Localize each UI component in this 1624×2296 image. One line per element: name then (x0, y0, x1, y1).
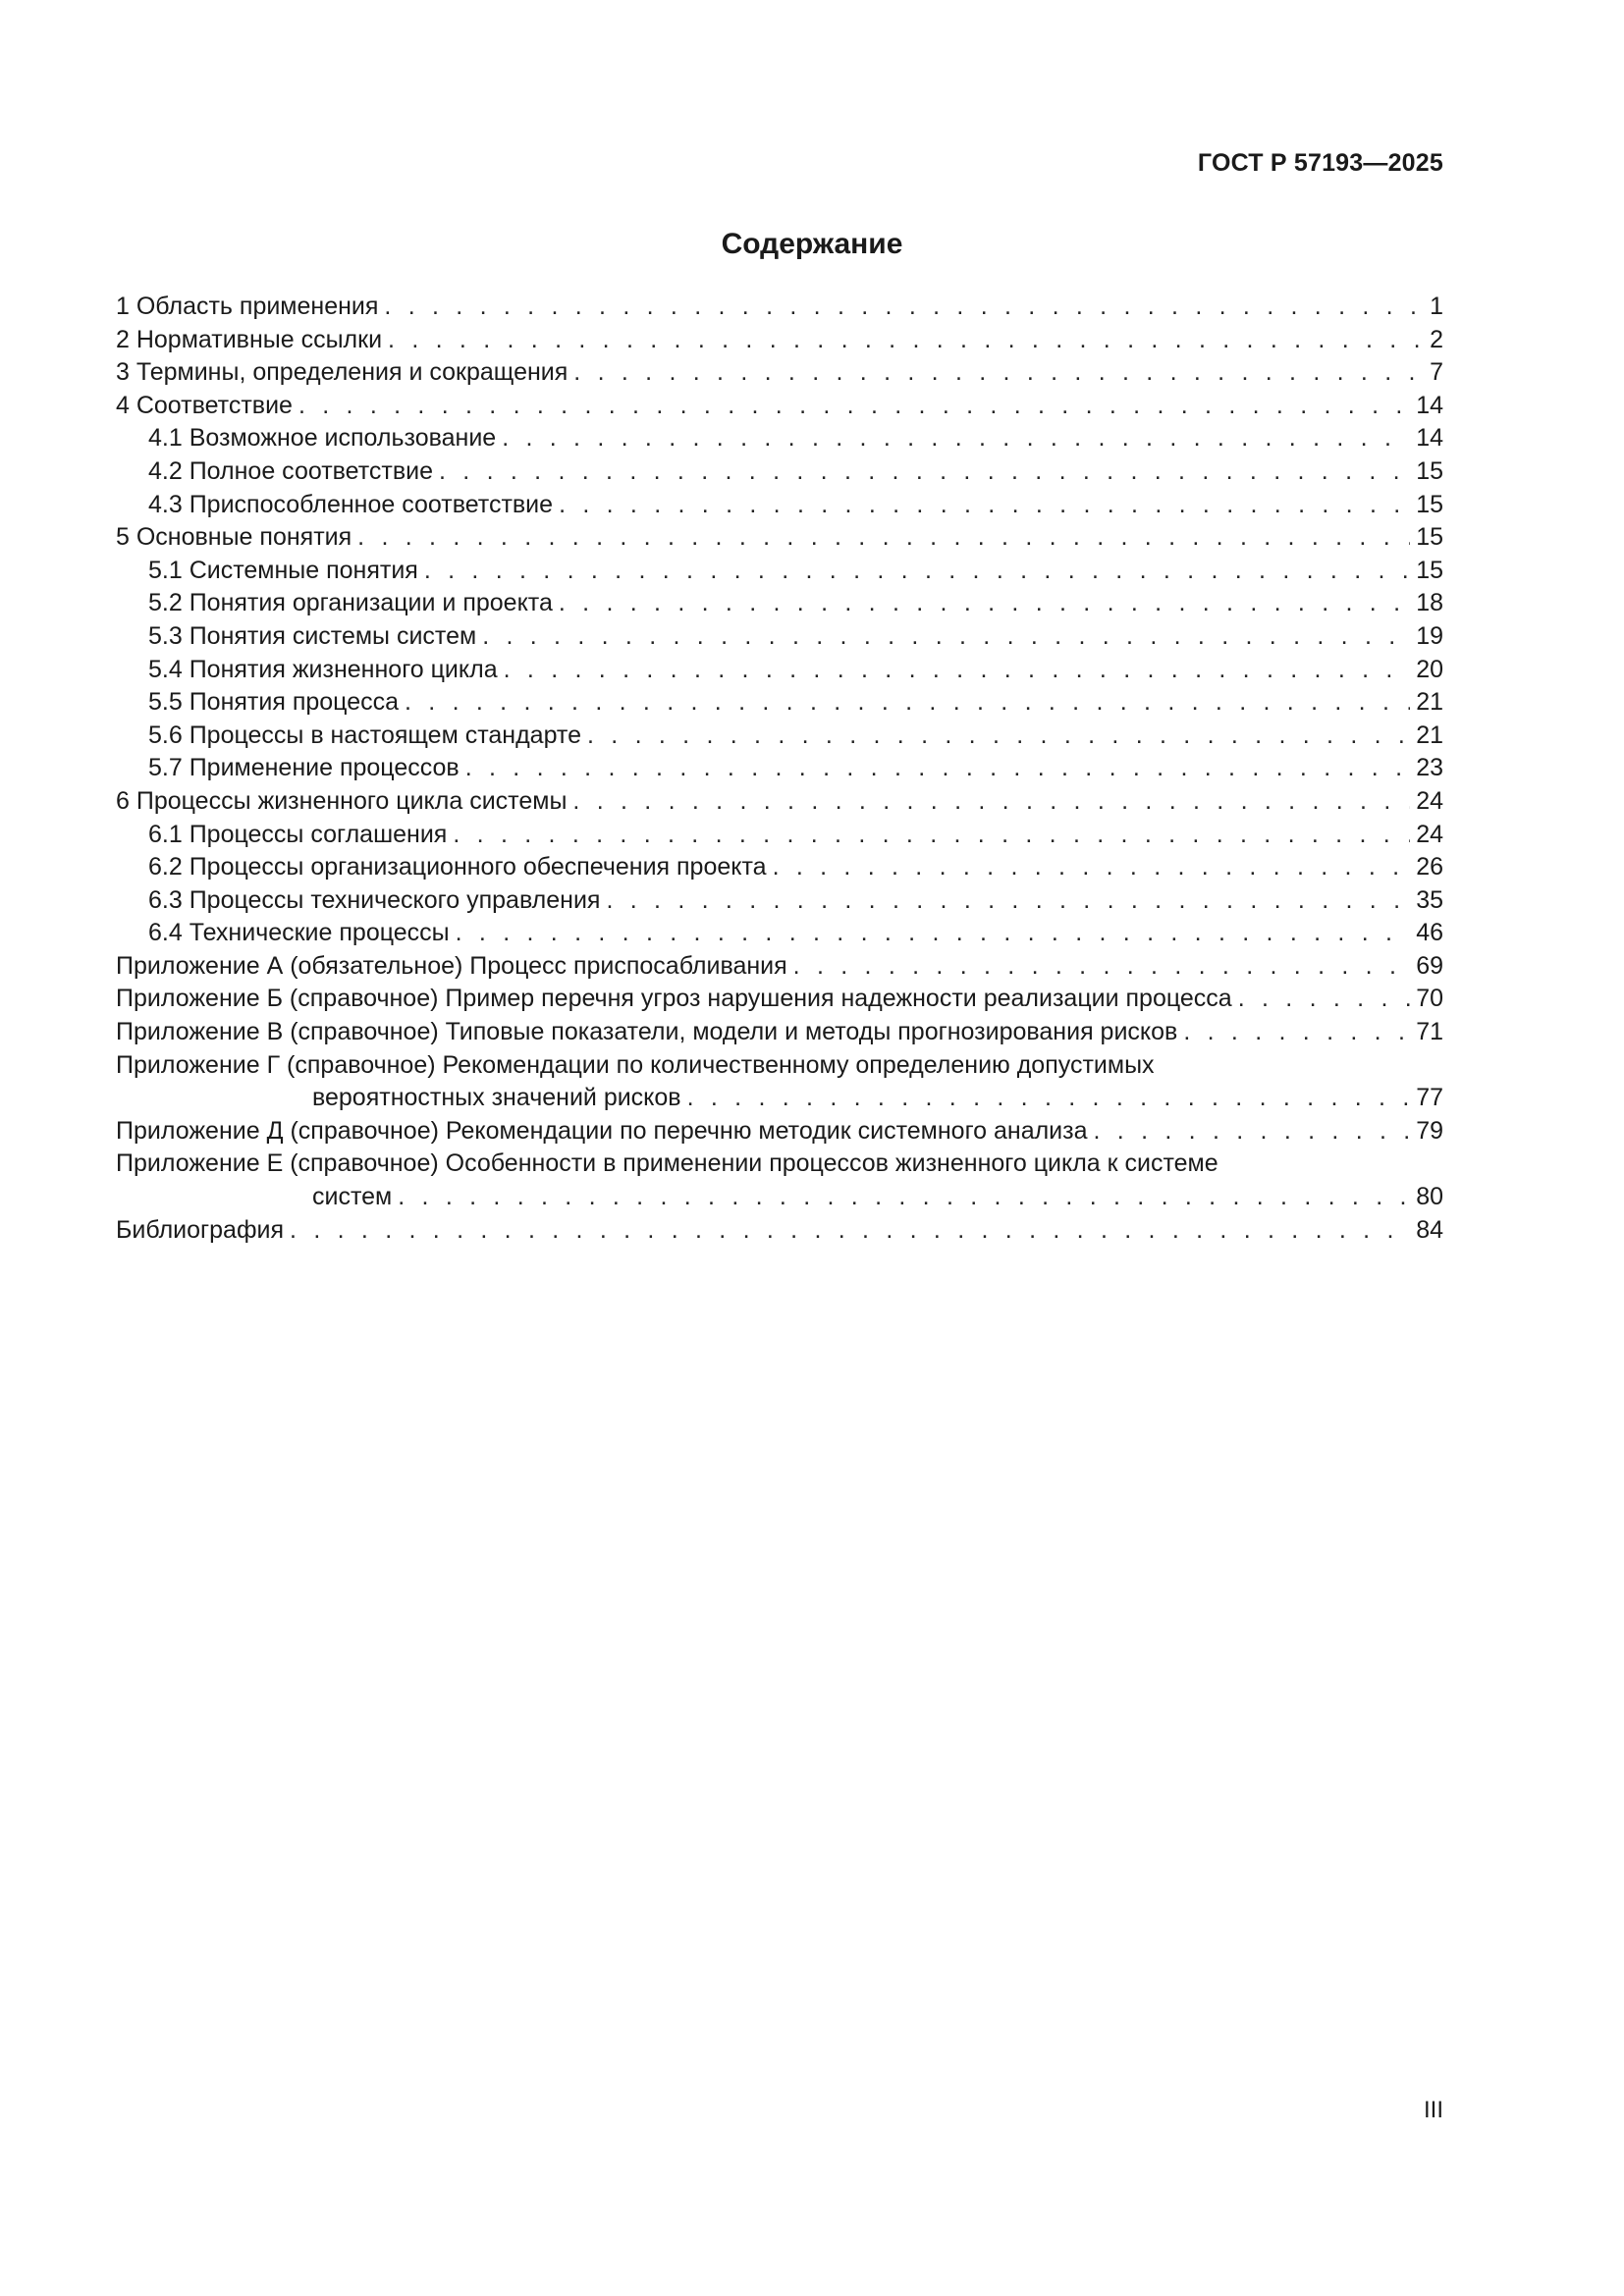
toc-leader-dots (384, 291, 1424, 324)
toc-entry-label: 5.2 Понятия организации и проекта (148, 589, 553, 617)
toc-entry[interactable] (116, 1214, 1443, 1248)
toc-title: Содержание (721, 228, 903, 260)
toc-entry-label: 6.4 Технические процессы (148, 919, 450, 947)
toc-entry-label: 5 Основные понятия (116, 523, 352, 552)
toc-entry[interactable] (116, 324, 1443, 357)
toc-entry-page: 71 (1416, 1018, 1443, 1046)
toc-entry-label: 4.3 Приспособленное соответствие (148, 490, 554, 518)
toc-entry-page: 2 (1430, 325, 1443, 353)
toc-entry-first-line[interactable] (116, 1148, 1443, 1181)
toc-leader-dots (465, 752, 1410, 785)
toc-entry-label: 6 Процессы жизненного цикла системы (116, 786, 568, 815)
toc-entry-label: 6.3 Процессы технического управления (148, 885, 601, 914)
toc-entry[interactable] (116, 686, 1443, 720)
toc-leader-dots (573, 356, 1424, 390)
toc-entry-page: 24 (1416, 786, 1443, 815)
toc-entry-label: Приложение А (обязательное) Процесс приспосабливания (116, 951, 787, 980)
toc-entry-page: 23 (1416, 754, 1443, 782)
toc-entry[interactable] (116, 1016, 1443, 1049)
toc-entry-page: 19 (1416, 621, 1443, 650)
toc-leader-dots (388, 324, 1424, 357)
toc-leader-dots (773, 851, 1411, 884)
toc-leader-dots (357, 521, 1410, 555)
toc-leader-dots (559, 587, 1410, 620)
toc-entry-label: 5.1 Системные понятия (148, 556, 418, 584)
toc-leader-dots (1183, 1016, 1410, 1049)
toc-entry-page: 77 (1416, 1084, 1443, 1112)
toc-leader-dots (424, 555, 1410, 588)
document-code: ГОСТ Р 57193—2025 (1197, 149, 1443, 177)
toc-entry[interactable] (116, 455, 1443, 489)
toc-entry-label: Библиография (116, 1215, 285, 1244)
toc-entry[interactable] (116, 917, 1443, 950)
toc-leader-dots (398, 1181, 1410, 1214)
toc-leader-dots (587, 720, 1410, 753)
page-number: III (1423, 2097, 1443, 2123)
toc-entry-label-continued: вероятностных значений рисков (312, 1084, 681, 1112)
toc-entry-page: 7 (1430, 358, 1443, 387)
toc-entry-page: 70 (1416, 985, 1443, 1013)
toc-leader-dots (1094, 1115, 1411, 1148)
toc-entry[interactable] (116, 950, 1443, 984)
toc-leader-dots (793, 950, 1411, 984)
toc-entry-page: 26 (1416, 853, 1443, 881)
toc-entry-label: Приложение Д (справочное) Рекомендации по перечню методик системного анализа (116, 1116, 1088, 1145)
toc-entry[interactable] (116, 521, 1443, 555)
toc-entry-label: 1 Область применения (116, 293, 379, 320)
toc-entry[interactable] (116, 1181, 1443, 1214)
toc-entry-page: 15 (1416, 456, 1443, 485)
toc-entry-page: 69 (1416, 951, 1443, 980)
toc-leader-dots (559, 489, 1410, 522)
toc-entry[interactable] (116, 422, 1443, 455)
toc-entry-label: 4.2 Полное соответствие (148, 456, 434, 485)
toc-leader-dots (405, 686, 1410, 720)
toc-entry-label: Приложение Е (справочное) Особенности в применении процессов жизненного цикла к системе (116, 1149, 1218, 1178)
toc-entry[interactable] (116, 752, 1443, 785)
toc-entry-page: 35 (1416, 885, 1443, 914)
toc-entry[interactable] (116, 291, 1443, 324)
toc-entry[interactable] (116, 851, 1443, 884)
toc-leader-dots (606, 884, 1410, 918)
toc-leader-dots (453, 819, 1410, 852)
toc-entry-page: 14 (1416, 424, 1443, 453)
toc-entry[interactable] (116, 620, 1443, 654)
toc-entry[interactable] (116, 1115, 1443, 1148)
toc-entry[interactable] (116, 356, 1443, 390)
toc-entry-label: 5.7 Применение процессов (148, 754, 460, 782)
toc-entry-label: 6.2 Процессы организационного обеспечения проекта (148, 853, 767, 881)
toc-entry-page: 15 (1416, 556, 1443, 584)
toc-entry[interactable] (116, 983, 1443, 1016)
toc-entry-label: 6.1 Процессы соглашения (148, 820, 448, 848)
toc-leader-dots (456, 917, 1411, 950)
toc-entry-page: 24 (1416, 820, 1443, 848)
toc-entry[interactable] (116, 489, 1443, 522)
toc-leader-dots (439, 455, 1410, 489)
toc-entry-label: 5.3 Понятия системы систем (148, 621, 477, 650)
toc-entry-label: 3 Термины, определения и сокращения (116, 358, 568, 387)
toc-entry-label: 4.1 Возможное использование (148, 424, 497, 453)
toc-entry-page: 15 (1416, 490, 1443, 518)
toc-leader-dots (572, 785, 1410, 819)
toc-entry-label: Приложение Б (справочное) Пример перечня угроз нарушения надежности реализации процесса (116, 985, 1232, 1013)
toc-entry[interactable] (116, 390, 1443, 423)
toc-entry-page: 20 (1416, 655, 1443, 683)
toc-leader-dots (298, 390, 1410, 423)
toc-entry-page: 14 (1416, 391, 1443, 419)
toc-entry-label: 4 Соответствие (116, 391, 293, 419)
toc-entry-label: 5.6 Процессы в настоящем стандарте (148, 721, 582, 749)
toc-entry-page: 18 (1416, 589, 1443, 617)
toc-entry-page: 21 (1416, 721, 1443, 749)
toc-entry-page: 1 (1430, 293, 1443, 320)
toc-entry-label-continued: систем (312, 1183, 393, 1211)
toc-entry-page: 46 (1416, 919, 1443, 947)
toc-entry[interactable] (116, 654, 1443, 687)
toc-entry[interactable] (116, 785, 1443, 819)
toc-leader-dots (482, 620, 1410, 654)
toc-entry-page: 79 (1416, 1116, 1443, 1145)
toc-entry-page: 84 (1416, 1215, 1443, 1244)
toc-leader-dots (1238, 983, 1410, 1016)
toc-entry[interactable] (116, 1082, 1443, 1115)
toc-leader-dots (290, 1214, 1410, 1248)
toc-entry-first-line[interactable] (116, 1049, 1443, 1083)
toc-entry-page: 80 (1416, 1183, 1443, 1211)
toc-entry-label: 5.4 Понятия жизненного цикла (148, 655, 498, 683)
toc-entry-label: 5.5 Понятия процесса (148, 688, 400, 717)
toc-entry[interactable] (116, 884, 1443, 918)
toc-entry-page: 15 (1416, 523, 1443, 552)
toc-entry-label: Приложение Г (справочное) Рекомендации по количественному определению допустимых (116, 1050, 1155, 1079)
toc-leader-dots (504, 654, 1411, 687)
toc-entry[interactable] (116, 819, 1443, 852)
toc-leader-dots (687, 1082, 1411, 1115)
toc-entry-label: 2 Нормативные ссылки (116, 325, 383, 353)
toc-entry-page: 21 (1416, 688, 1443, 717)
toc-entry[interactable] (116, 587, 1443, 620)
toc-entry[interactable] (116, 720, 1443, 753)
toc-entry[interactable] (116, 555, 1443, 588)
table-of-contents (116, 291, 1443, 1247)
toc-entry-label: Приложение В (справочное) Типовые показатели, модели и методы прогнозирования рисков (116, 1018, 1178, 1046)
toc-leader-dots (502, 422, 1410, 455)
